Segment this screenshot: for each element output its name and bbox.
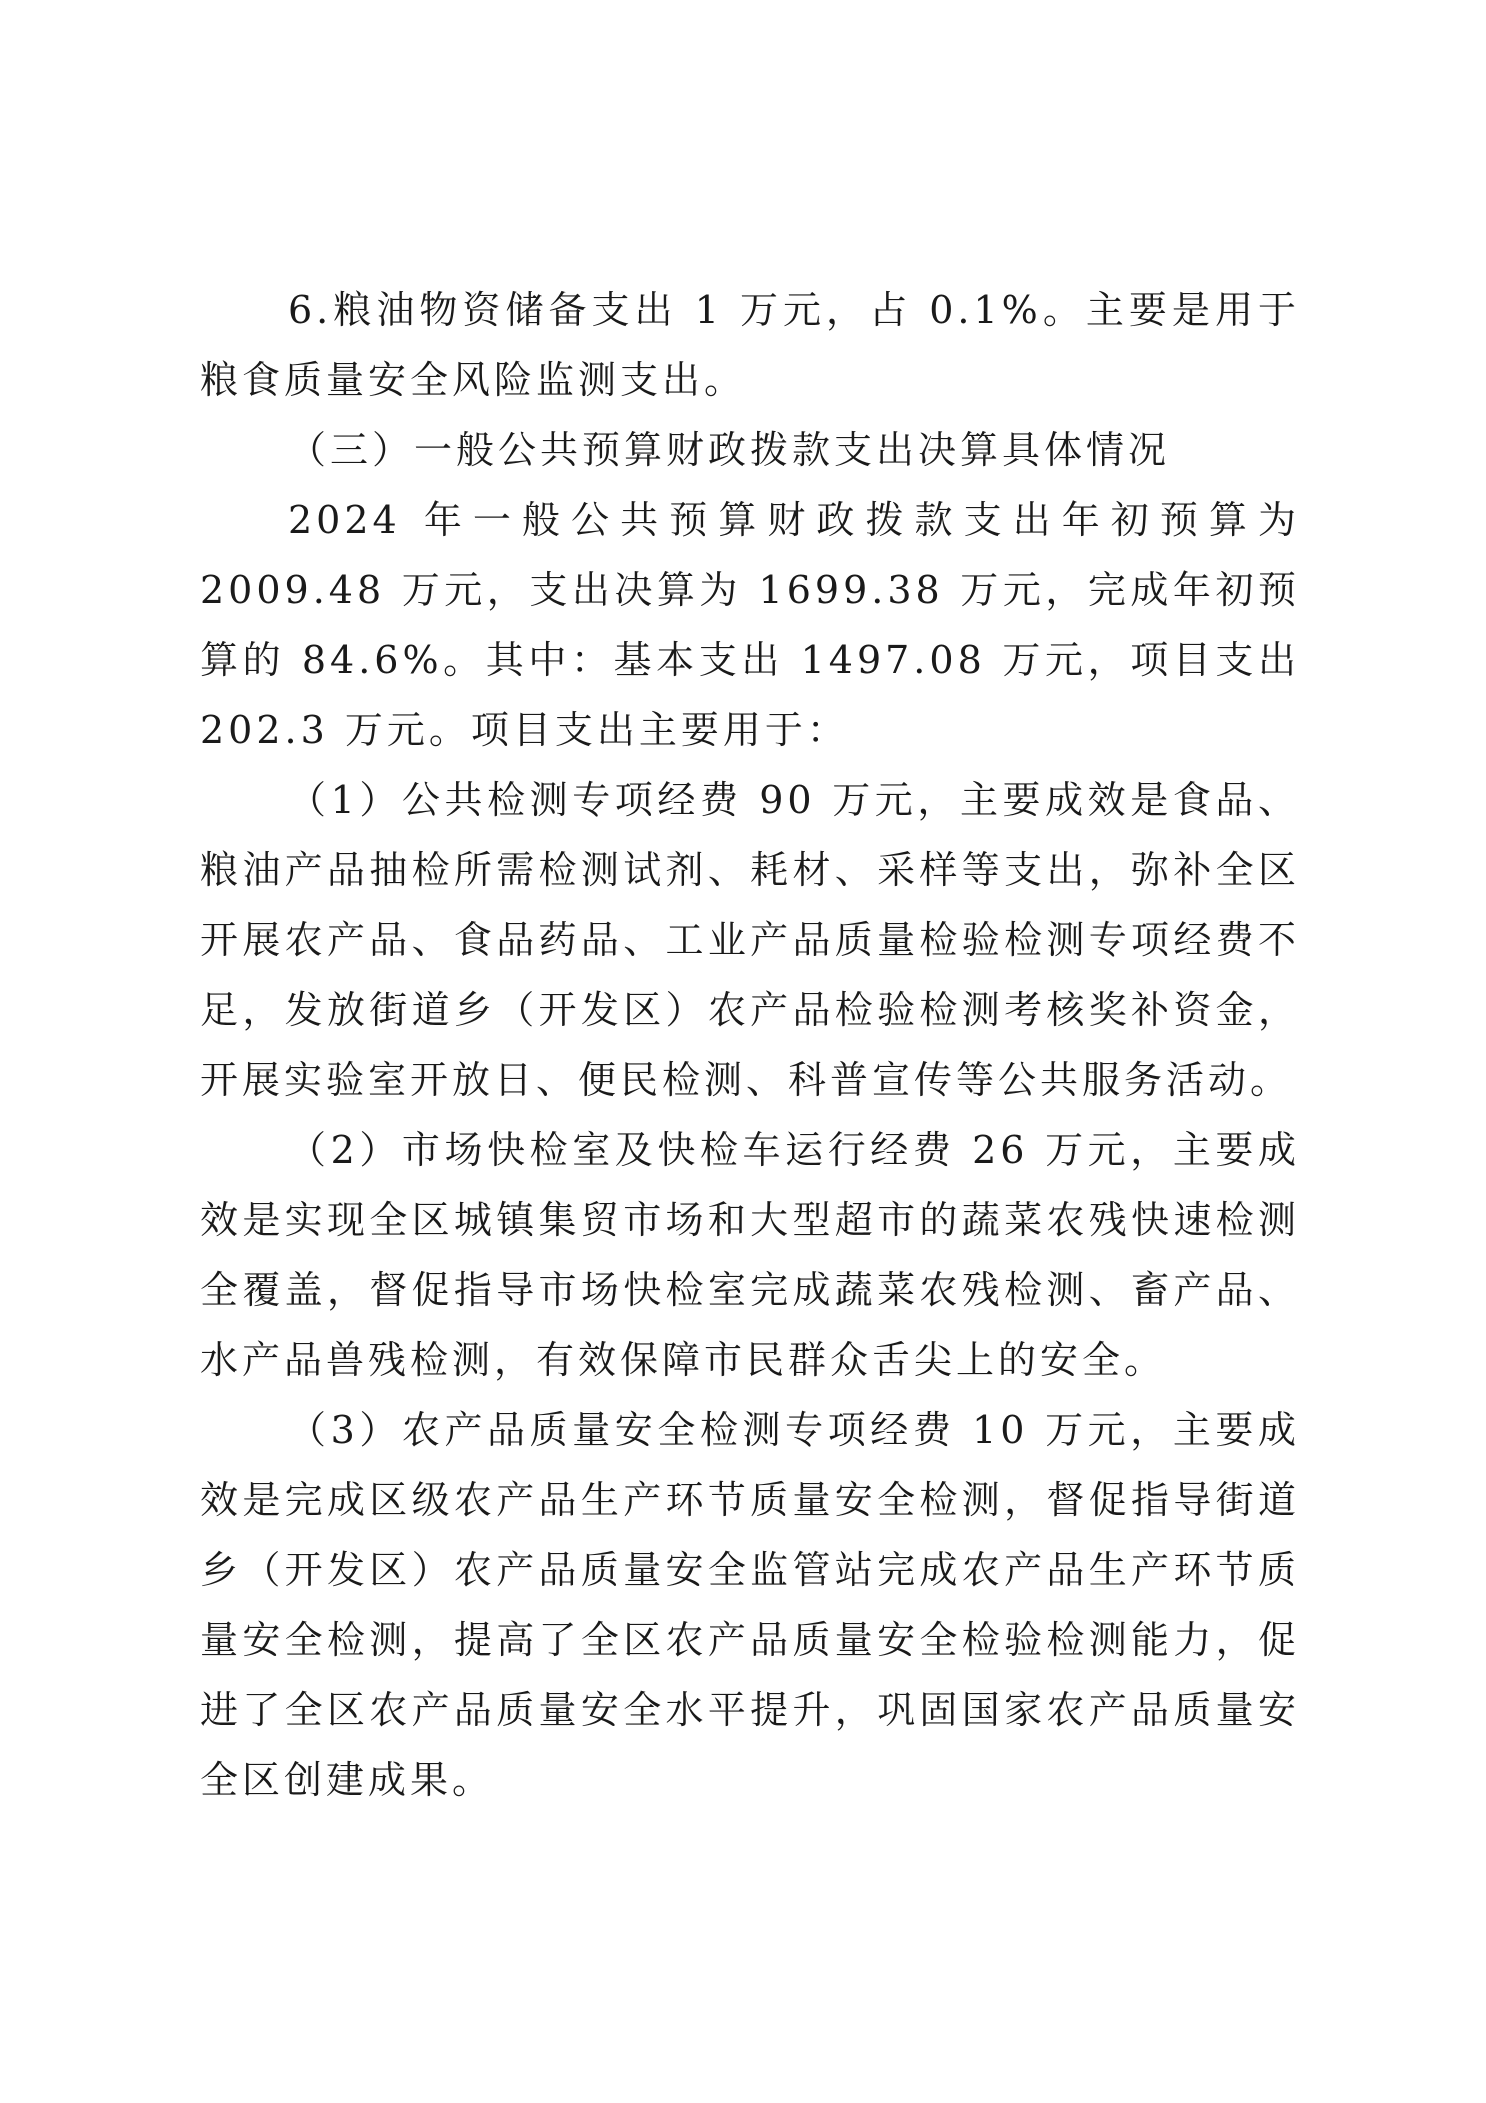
paragraph-grain-oil-reserve: 6.粮油物资储备支出 1 万元，占 0.1%。主要是用于粮食质量安全风险监测支出。	[200, 288, 1300, 402]
paragraph-budget-summary: 2024 年一般公共预算财政拨款支出年初预算为 2009.48 万元，支出决算为 1699.38 万元，完成年初预算的 84.6%。其中：基本支出 1497.08 万元，项目支出 202.3 万元。项目支出主要用于：	[200, 498, 1300, 752]
document-body	[200, 275, 1300, 1815]
paragraph-item-public-testing: （1）公共检测专项经费 90 万元，主要成效是食品、粮油产品抽检所需检测试剂、耗材、采样等支出，弥补全区开展农产品、食品药品、工业产品质量检验检测专项经费不足，发放街道乡（开发区）农产品检验检测考核奖补资金，开展实验室开放日、便民检测、科普宣传等公共服务活动。	[200, 778, 1300, 1102]
section-heading-general-budget-details: （三）一般公共预算财政拨款支出决算具体情况	[288, 428, 1171, 472]
paragraph-item-market-quick-test: （2）市场快检室及快检车运行经费 26 万元，主要成效是实现全区城镇集贸市场和大型超市的蔬菜农残快速检测全覆盖，督促指导市场快检室完成蔬菜农残检测、畜产品、水产品兽残检测，有效保障市民群众舌尖上的安全。	[200, 1128, 1300, 1382]
paragraph-item-agri-product-testing: （3）农产品质量安全检测专项经费 10 万元，主要成效是完成区级农产品生产环节质量安全检测，督促指导街道乡（开发区）农产品质量安全监管站完成农产品生产环节质量安全检测，提高了全区农产品质量安全检验检测能力，促进了全区农产品质量安全水平提升，巩固国家农产品质量安全区创建成果。	[200, 1408, 1300, 1802]
